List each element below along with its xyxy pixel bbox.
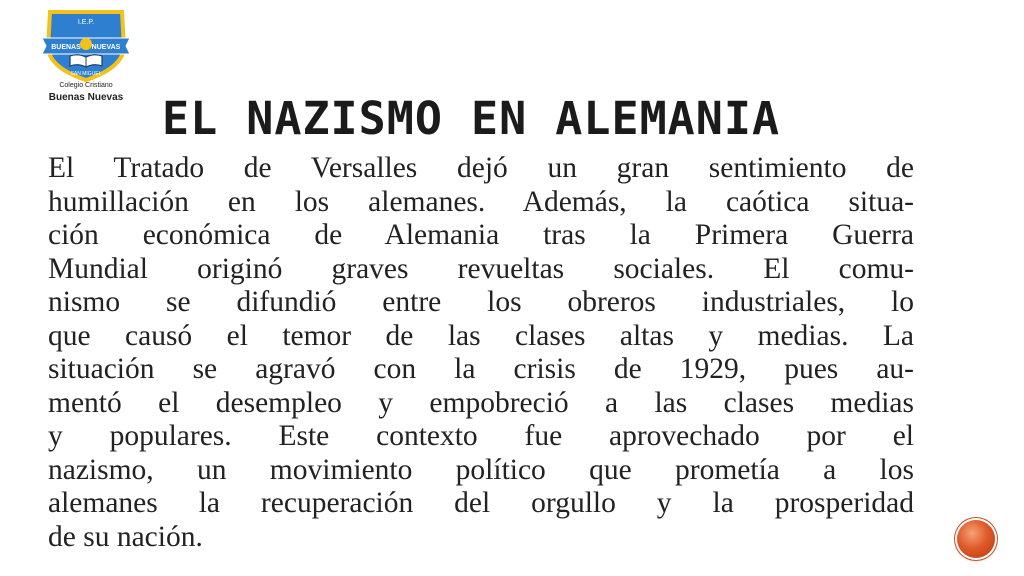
paragraph-line: alemanes la recuperación del orgullo y la prosperidad xyxy=(48,487,914,519)
logo-ribbon-right: NUEVAS xyxy=(91,44,121,51)
open-book-icon xyxy=(70,55,102,67)
shield-emblem xyxy=(36,8,136,84)
sun-icon xyxy=(80,38,92,50)
paragraph-line: El Tratado de Versalles dejó un gran sentimiento de xyxy=(48,152,914,184)
school-logo xyxy=(36,8,136,108)
paragraph-line: y populares. Este contexto fue aprovechado por el xyxy=(48,420,914,452)
paragraph-line: nazismo, un movimiento político que prometía a los xyxy=(48,453,914,486)
logo-caption-large: Buenas Nuevas xyxy=(48,92,124,103)
paragraph-line: que causó el temor de las clases altas y medias. La xyxy=(48,319,914,352)
paragraph-line: humillación en los alemanes. Además, la caótica situa- xyxy=(48,185,914,218)
logo-shield-top: I.E.P. xyxy=(77,19,95,26)
paragraph-line: nismo se difundió entre los obreros industriales, lo xyxy=(48,286,914,318)
next-slide-button[interactable] xyxy=(957,520,995,558)
slide-title: EL NAZISMO EN ALEMANIA xyxy=(162,92,781,145)
logo-shield-bottom: SAN MIGUEL xyxy=(70,71,102,77)
logo-ribbon-left: BUENAS xyxy=(51,44,81,51)
paragraph-line: mentó el desempleo y empobreció a las clases medias xyxy=(48,386,914,419)
paragraph-line: ción económica de Alemania tras la Primera Guerra xyxy=(48,219,914,251)
paragraph-line: situación se agravó con la crisis de 1929, pues au- xyxy=(48,353,914,385)
logo-caption-small: Colegio Cristiano xyxy=(59,82,113,89)
paragraph-line: Mundial originó graves revueltas sociales. El comu- xyxy=(48,252,914,285)
body-paragraph xyxy=(48,152,914,550)
paragraph-line: de su nación. xyxy=(48,520,203,550)
